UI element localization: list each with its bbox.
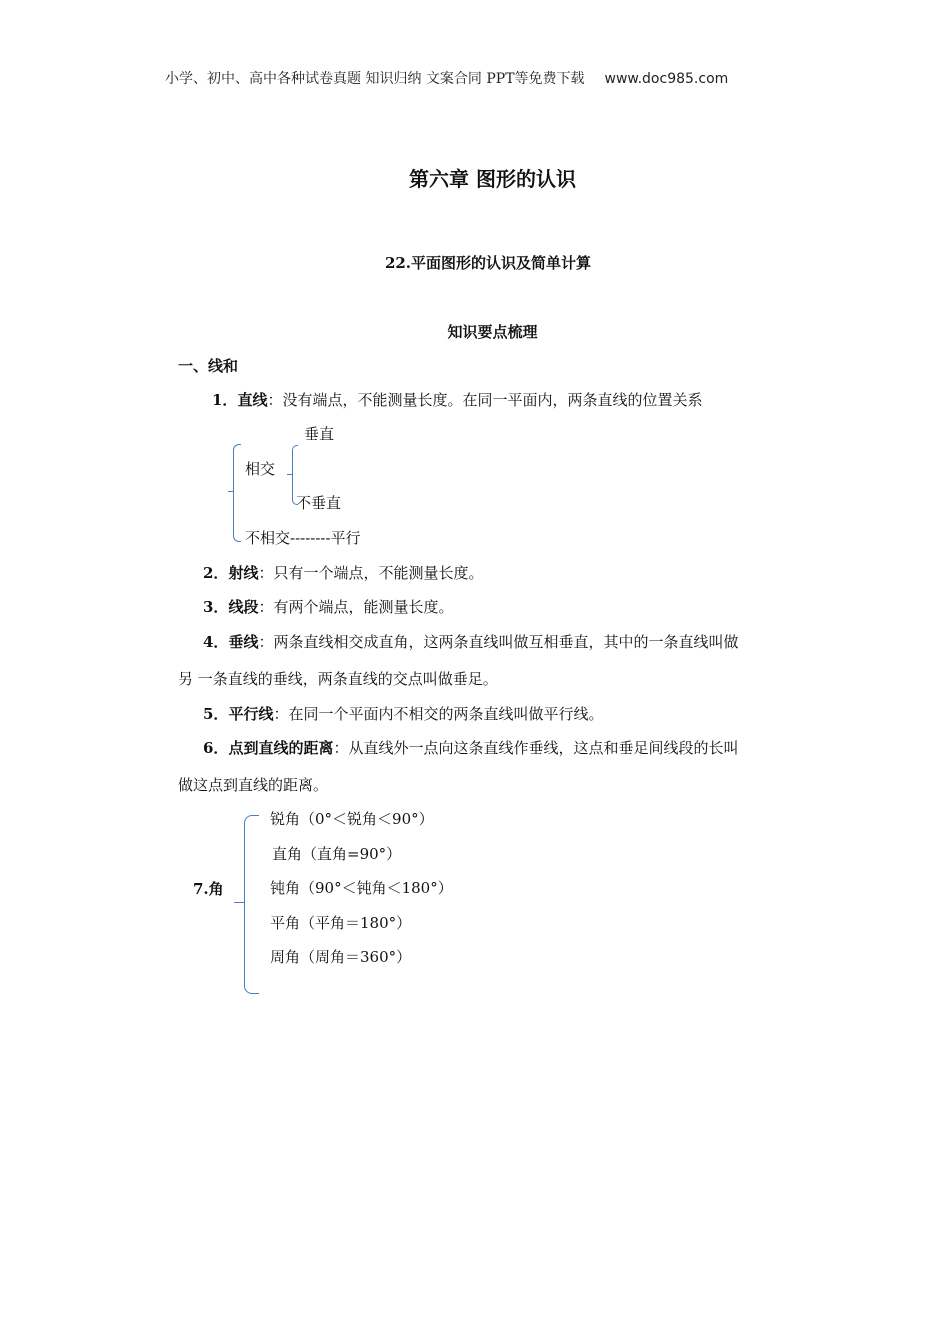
angle-full: 周角（周角＝360°） <box>270 948 412 966</box>
inner-brace <box>292 445 298 505</box>
item-straight-line: 1．直线：没有端点，不能测量长度。在同一平面内，两条直线的位置关系 <box>212 391 703 409</box>
angle-right: 直角（直角=90°） <box>272 845 402 863</box>
tree-not-intersect: 不相交--------平行 <box>245 529 361 547</box>
page-header <box>165 68 728 88</box>
tree-not-perpendicular: 不垂直 <box>296 494 342 512</box>
outer-brace-tick <box>228 491 234 492</box>
item-segment: 3．线段：有两个端点，能测量长度。 <box>203 598 454 616</box>
part-heading: 一、线和 <box>178 357 239 375</box>
item-parallel-line: 5．平行线：在同一个平面内不相交的两条直线叫做平行线。 <box>203 705 604 723</box>
header-text: 小学、初中、高中各种试卷真题 知识归纳 文案合同 PPT等免费下载 <box>165 71 585 87</box>
angles-label: 7.角 <box>193 880 224 898</box>
angle-straight: 平角（平角＝180°） <box>270 914 412 932</box>
item-perpendicular-line-cont: 另 一条直线的垂线，两条直线的交点叫做垂足。 <box>178 670 498 688</box>
angles-brace <box>244 815 259 994</box>
tree-intersect: 相交 <box>245 460 276 478</box>
header-url[interactable]: www.doc985.com <box>604 71 729 87</box>
item-point-line-distance: 6．点到直线的距离：从直线外一点向这条直线作垂线，这点和垂足间线段的长叫 <box>203 739 739 757</box>
angles-brace-tick <box>234 902 245 903</box>
tree-perpendicular: 垂直 <box>304 425 335 443</box>
outer-brace <box>233 444 241 542</box>
inner-brace-tick <box>287 474 293 475</box>
item-ray: 2．射线：只有一个端点，不能测量长度。 <box>203 564 484 582</box>
section-title: 22.平面图形的认识及简单计算 <box>384 254 592 272</box>
subsection-title: 知识要点梳理 <box>447 323 538 341</box>
item-point-line-distance-cont: 做这点到直线的距离。 <box>178 776 329 794</box>
angle-acute: 锐角（0°＜锐角＜90°） <box>270 810 434 828</box>
item-perpendicular-line: 4．垂线：两条直线相交成直角，这两条直线叫做互相垂直，其中的一条直线叫做 <box>203 633 739 651</box>
chapter-title: 第六章 图形的认识 <box>409 167 576 191</box>
angle-obtuse: 钝角（90°＜钝角＜180°） <box>270 879 453 897</box>
